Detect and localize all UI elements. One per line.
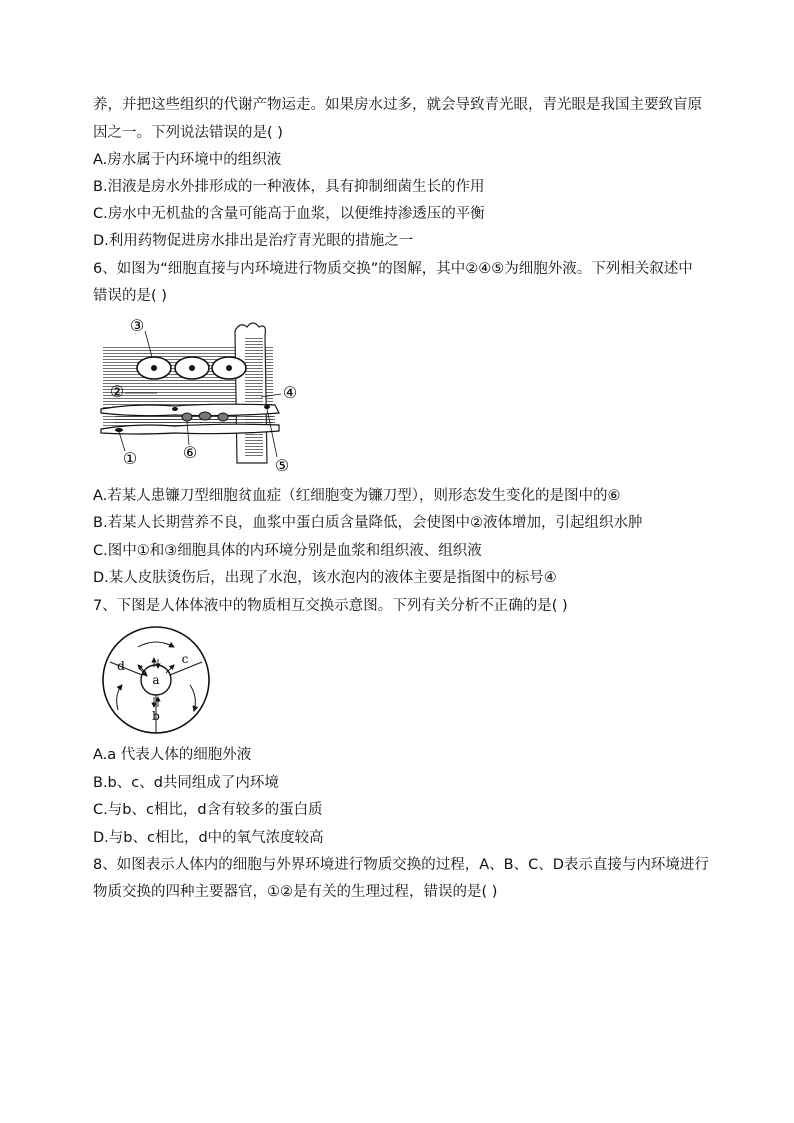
label-5: ⑤ <box>274 456 290 475</box>
label-d: d <box>117 659 125 673</box>
q5-option-c: C.房水中无机盐的含量可能高于血浆，以便维持渗透压的平衡 <box>93 206 485 222</box>
tissue-cells <box>137 357 246 379</box>
label-6: ⑥ <box>182 443 198 462</box>
q6-stem-line-2: 错误的是( ) <box>93 288 167 304</box>
q5-option-b: B.泪液是房水外排形成的一种液体，具有抑制细菌生长的作用 <box>93 179 485 195</box>
q8-stem-line-1: 8、如图表示人体内的细胞与外界环境进行物质交换的过程，A、B、C、D表示直接与内环境进行 <box>93 857 709 873</box>
divider <box>110 662 142 675</box>
q6-option-c: C.图中①和③细胞具体的内环境分别是血浆和组织液、组织液 <box>93 543 482 559</box>
label-a: a <box>152 673 160 687</box>
label-4: ④ <box>282 383 298 402</box>
q6-figure-tissue-diagram <box>95 313 298 478</box>
label-b: b <box>152 709 160 723</box>
q6-option-b: B.若某人长期营养不良，血浆中蛋白质含量降低，会使图中②液体增加，引起组织水肿 <box>93 515 643 531</box>
label-2: ② <box>109 382 125 401</box>
q7-option-a: A.a 代表人体的细胞外液 <box>93 747 252 763</box>
q5-option-a: A.房水属于内环境中的组织液 <box>93 152 282 168</box>
blood-capillary <box>101 404 279 434</box>
q7-option-c: C.与b、c相比，d含有较多的蛋白质 <box>93 802 323 818</box>
label-1: ① <box>122 449 138 468</box>
q6-stem-line-1: 6、如图为“细胞直接与内环境进行物质交换”的图解，其中②④⑤为细胞外液。下列相关叙述中 <box>93 261 693 277</box>
q7-stem: 7、下图是人体体液中的物质相互交换示意图。下列有关分析不正确的是( ) <box>93 598 568 614</box>
label-c: c <box>181 652 189 666</box>
label-3: ③ <box>129 316 145 335</box>
q7-option-d: D.与b、c相比，d中的氧气浓度较高 <box>93 830 324 846</box>
q6-option-a: A.若某人患镰刀型细胞贫血症（红细胞变为镰刀型），则形态发生变化的是图中的⑥ <box>93 488 621 504</box>
q5-option-d: D.利用药物促进房水排出是治疗青光眼的措施之一 <box>93 233 414 249</box>
q5-stem-line-2: 因之一。下列说法错误的是( ) <box>93 125 283 141</box>
q6-option-d: D.某人皮肤烫伤后，出现了水泡，该水泡内的液体主要是指图中的标号④ <box>93 570 557 586</box>
q7-figure-circle-diagram <box>100 625 215 737</box>
q5-stem-line-1: 养，并把这些组织的代谢产物运走。如果房水过多，就会导致青光眼，青光眼是我国主要致盲原 <box>93 97 702 113</box>
q7-option-b: B.b、c、d共同组成了内环境 <box>93 775 279 791</box>
q8-stem-line-2: 物质交换的四种主要器官，①②是有关的生理过程，错误的是( ) <box>93 884 498 900</box>
